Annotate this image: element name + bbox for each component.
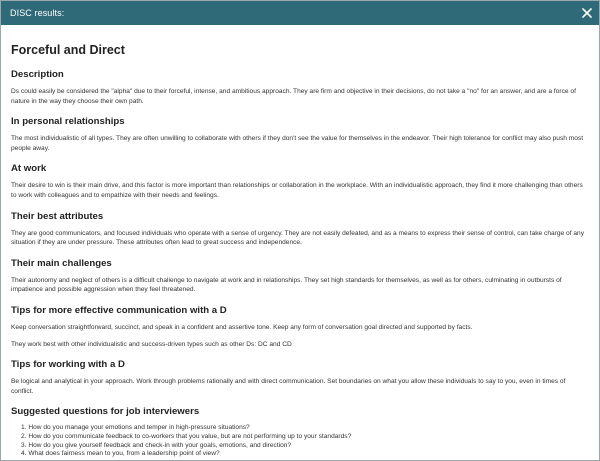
section-text: Their autonomy and neglect of others is a difficult challenge to navigate at work and in relationships. They set high standards for themselves, as well as for others, culminating in outbursts of impatience and possible aggression when they feel threatened. (11, 276, 562, 294)
section-heading: Their best attributes (11, 210, 104, 222)
list-item: 2. How do you communicate feedback to co-workers that you value, but are not performing up to your standards? (21, 432, 352, 440)
section-text: The most individualistic of all types. They are often unwilling to collaborate with others if they don't see the value for themselves in the endeavor. Their high tolerance for conflict may also push most people away. (11, 135, 584, 152)
section-text: They are good communicators, and focused individuals who operate with a sense of urgency. They are not easily defeated, and as a means to express their sense of control, can take charge of any situation if they are under pressure. These attributes often lead to great success and independence. (11, 229, 585, 247)
list-item: 4. What does fairness mean to you, from a leadership point of view? (21, 450, 220, 458)
section-heading: Tips for more effective communication with a D (11, 304, 227, 316)
section-heading: Their main challenges (11, 257, 112, 269)
profile-title: Forceful and Direct (11, 43, 125, 57)
section-communication-tips (11, 305, 587, 349)
list-item: 1. How do you manage your emotions and temper in high-pressure situations? (21, 424, 250, 432)
section-interview-questions (11, 406, 587, 458)
section-description (11, 69, 587, 106)
section-text: Be logical and analytical in your approach. Work through problems rationally and with direct communication. Set boundaries on what you allow these individuals to say to you, even in times of conflict. (11, 378, 566, 395)
section-heading: Description (11, 69, 64, 80)
section-text: Keep conversation straightforward, succinct, and speak in a confident and assertive tone. Keep any form of conversation goal directed and supported by facts. (11, 323, 473, 331)
section-main-challenges (11, 258, 587, 295)
section-text: They work best with other individualistic and success-driven types such as other Ds: DC and CD (11, 340, 292, 348)
section-heading: Tips for working with a D (11, 359, 125, 371)
results-content (1, 25, 599, 459)
section-text: Ds could easily be considered the "alpha" due to their forceful, intense, and ambitious approach. They are firm and objective in their decisions, do not take a "no" for an answer, and are a force of nature in the way they choose their own path. (11, 88, 576, 105)
questions-list (11, 424, 587, 458)
section-at-work (11, 163, 587, 200)
section-heading: Suggested questions for job interviewers (11, 406, 200, 418)
section-heading: At work (11, 163, 47, 175)
section-heading: In personal relationships (11, 116, 125, 128)
section-text: Their desire to win is their main drive, and this factor is more important than relationships or collaboration in the workplace. With an individualistic approach, they find it more challenging than others to work with colleagues and to empathize with their needs and feelings. (11, 182, 583, 199)
section-working-tips (11, 359, 587, 396)
close-button[interactable] (575, 1, 599, 25)
close-icon (582, 8, 592, 18)
section-personal-relationships (11, 116, 587, 153)
dialog-titlebar (1, 1, 599, 25)
list-item: 3. How do you give yourself feedback and check-in with your goals, emotions, and direction? (21, 441, 292, 449)
section-best-attributes (11, 211, 587, 248)
dialog-title: DISC results: (10, 8, 65, 18)
